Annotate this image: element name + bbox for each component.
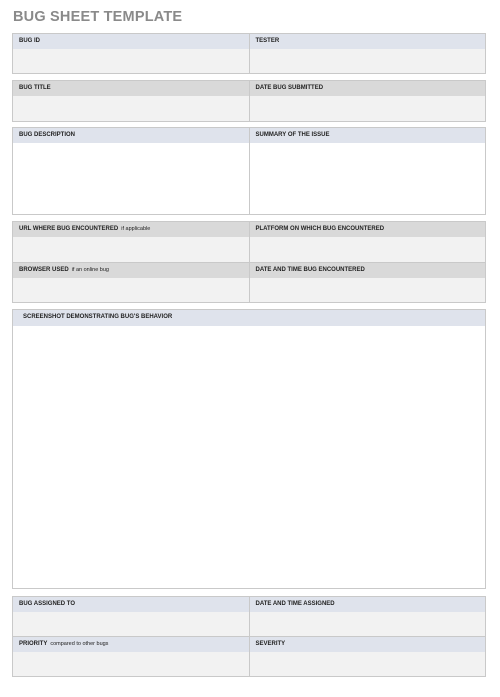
date-submitted-label: DATE BUG SUBMITTED <box>250 81 486 96</box>
date-time-cell <box>249 263 486 302</box>
severity-label: SEVERITY <box>250 637 486 652</box>
screenshot-section <box>12 309 486 589</box>
date-time-field[interactable] <box>250 278 486 302</box>
browser-cell <box>13 263 249 302</box>
tester-cell <box>249 34 486 73</box>
assigned-to-field[interactable] <box>13 612 249 636</box>
browser-label <box>13 263 249 278</box>
priority-label-text: PRIORITY <box>19 641 48 647</box>
assignment-section <box>12 596 486 677</box>
url-label-text: URL WHERE BUG ENCOUNTERED <box>19 226 119 232</box>
tester-label: TESTER <box>250 34 486 49</box>
date-submitted-cell <box>249 81 486 121</box>
bug-description-cell <box>13 128 249 214</box>
bug-title-field[interactable] <box>13 96 249 121</box>
date-time-assigned-cell <box>249 597 486 636</box>
page-title: BUG SHEET TEMPLATE <box>13 9 183 25</box>
platform-label: PLATFORM ON WHICH BUG ENCOUNTERED <box>250 222 486 237</box>
bug-title-cell <box>13 81 249 121</box>
assigned-to-cell <box>13 597 249 636</box>
assigned-to-label: BUG ASSIGNED TO <box>13 597 249 612</box>
bug-id-label: BUG ID <box>13 34 249 49</box>
description-section <box>12 127 486 215</box>
bug-id-tester-section <box>12 33 486 74</box>
url-field[interactable] <box>13 237 249 262</box>
date-time-assigned-field[interactable] <box>250 612 486 636</box>
summary-field[interactable] <box>250 143 486 214</box>
screenshot-area[interactable] <box>13 326 485 588</box>
bug-description-field[interactable] <box>13 143 249 214</box>
tester-field[interactable] <box>250 49 486 73</box>
bug-title-label: BUG TITLE <box>13 81 249 96</box>
environment-section <box>12 221 486 303</box>
date-submitted-field[interactable] <box>250 96 486 121</box>
bug-id-field[interactable] <box>13 49 249 73</box>
summary-cell <box>249 128 486 214</box>
date-time-assigned-label: DATE AND TIME ASSIGNED <box>250 597 486 612</box>
screenshot-label: SCREENSHOT DEMONSTRATING BUG'S BEHAVIOR <box>13 310 485 326</box>
priority-label <box>13 637 249 652</box>
priority-field[interactable] <box>13 652 249 676</box>
bug-title-section <box>12 80 486 122</box>
date-time-label: DATE AND TIME BUG ENCOUNTERED <box>250 263 486 278</box>
summary-label: SUMMARY OF THE ISSUE <box>250 128 486 143</box>
platform-cell <box>249 222 486 262</box>
severity-cell <box>249 637 486 676</box>
url-note: if applicable <box>121 226 151 232</box>
priority-note: compared to other bugs <box>50 641 109 647</box>
browser-field[interactable] <box>13 278 249 302</box>
bug-id-cell <box>13 34 249 73</box>
browser-label-text: BROWSER USED <box>19 267 69 273</box>
priority-cell <box>13 637 249 676</box>
bug-description-label: BUG DESCRIPTION <box>13 128 249 143</box>
url-cell <box>13 222 249 262</box>
browser-note: if an online bug <box>71 267 109 273</box>
severity-field[interactable] <box>250 652 486 676</box>
platform-field[interactable] <box>250 237 486 262</box>
url-label <box>13 222 249 237</box>
